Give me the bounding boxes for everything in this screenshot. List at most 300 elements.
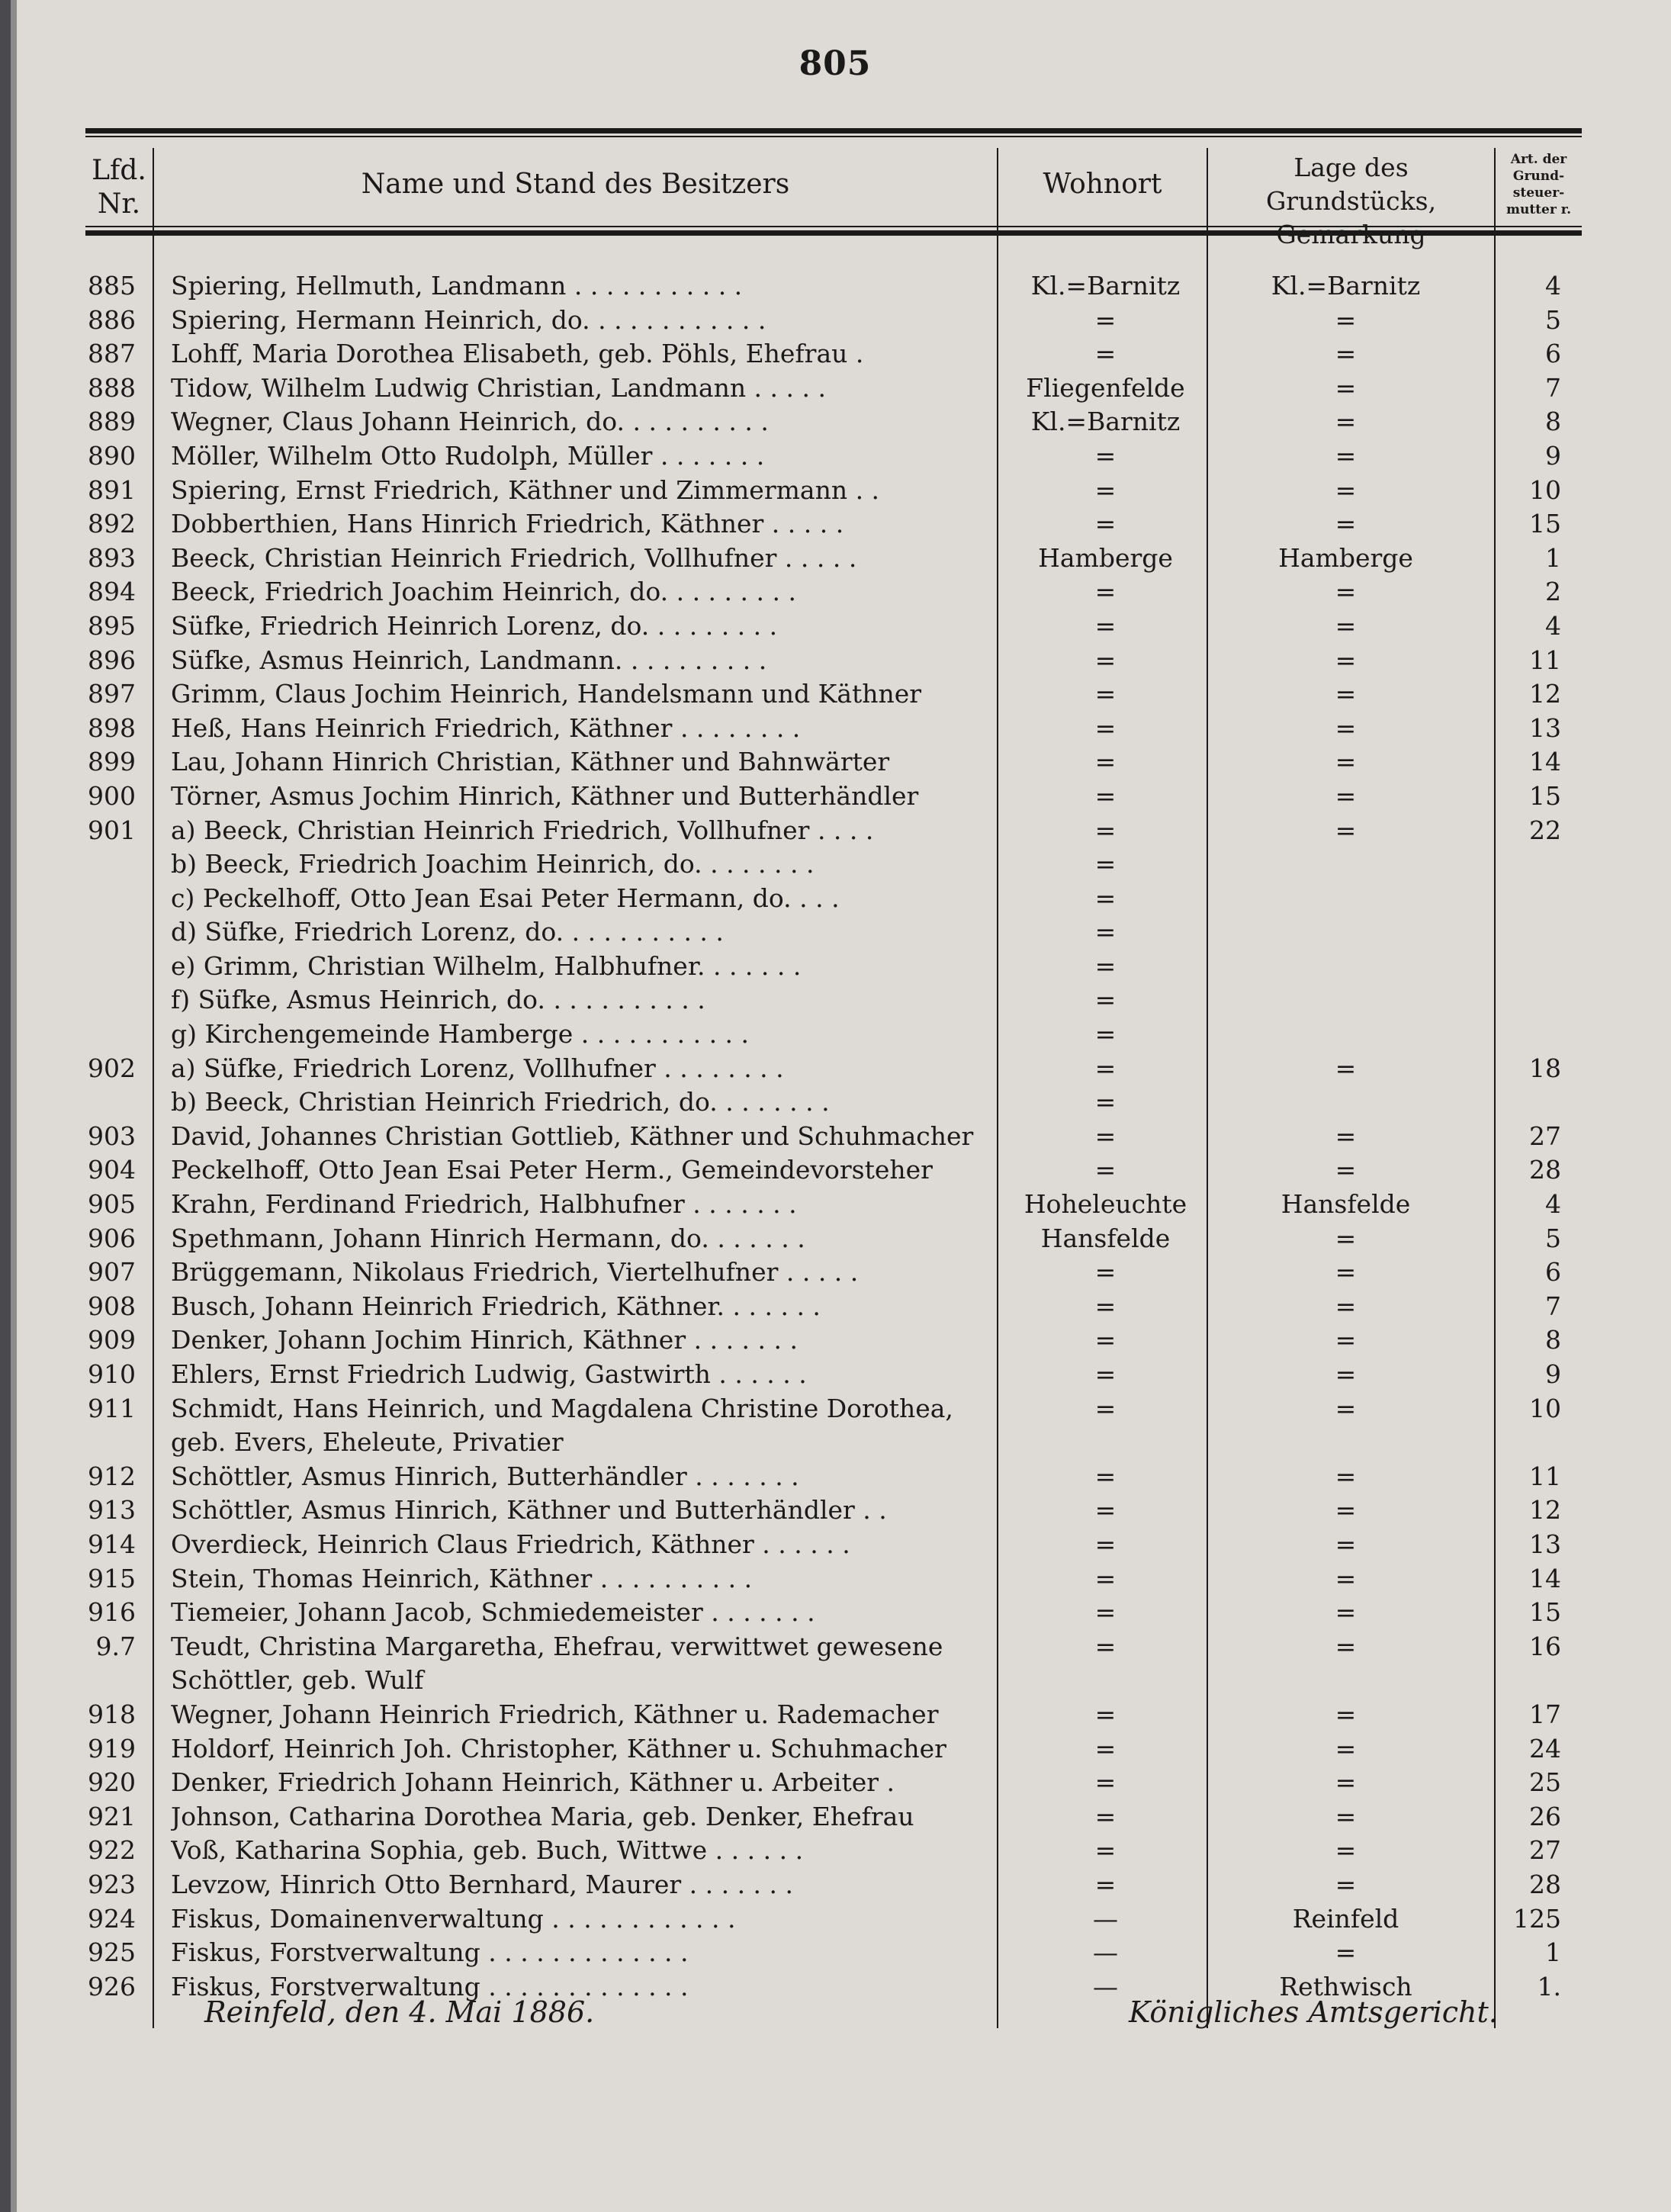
table-body	[85, 269, 1582, 2004]
owner-name: Lohff, Maria Dorothea Elisabeth, geb. Pöhls, Ehefrau .	[171, 339, 864, 369]
row-number	[85, 950, 136, 983]
owner-name: Fiskus, Forstverwaltung . . . . . . . . . . . . .	[171, 1971, 689, 2001]
footer-place-date: Reinfeld, den 4. Mai 1886.	[204, 1995, 595, 2029]
parcel-location: =	[1335, 339, 1357, 369]
residence: Hansfelde	[1040, 1223, 1171, 1253]
owner-name: Beeck, Christian Heinrich Friedrich, Vollhufner . . . . .	[171, 542, 857, 573]
residence: =	[1094, 1597, 1117, 1628]
parcel-location	[1210, 882, 1481, 915]
parcel-location: =	[1335, 1120, 1357, 1151]
parcel-location: =	[1335, 610, 1357, 641]
table-row	[85, 712, 1582, 746]
table-row	[85, 1834, 1582, 1868]
residence: Kl.=Barnitz	[1030, 271, 1181, 301]
tax-article: 8	[1545, 1325, 1561, 1355]
owner-name: Beeck, Friedrich Joachim Heinrich, do. . . . . . . . .	[171, 577, 796, 607]
residence: =	[1094, 679, 1117, 709]
owner-name: b) Beeck, Christian Heinrich Friedrich, do. . . . . . . .	[171, 1087, 830, 1117]
row-number: 891	[88, 474, 136, 505]
tax-article: 13	[1529, 712, 1561, 743]
residence: =	[1094, 1767, 1117, 1798]
tax-article	[1493, 1664, 1561, 1697]
table-row	[85, 1120, 1582, 1154]
row-number: 904	[88, 1155, 136, 1185]
owner-name: geb. Evers, Eheleute, Privatier	[171, 1427, 564, 1458]
parcel-location: =	[1335, 1393, 1357, 1423]
owner-name: f) Süfke, Asmus Heinrich, do. . . . . . . . . . .	[171, 985, 705, 1015]
table-row	[85, 1256, 1582, 1290]
table-row	[85, 847, 1582, 882]
row-number	[85, 1018, 136, 1051]
owner-name: Fiskus, Forstverwaltung . . . . . . . . . . . . .	[171, 1937, 689, 1968]
residence: =	[1094, 1631, 1117, 1661]
table-row	[85, 1630, 1582, 1664]
parcel-location: =	[1335, 1461, 1357, 1491]
parcel-location	[1210, 983, 1481, 1017]
owner-name: Lau, Johann Hinrich Christian, Käthner und Bahnwärter	[171, 747, 890, 777]
owner-name: Süfke, Friedrich Heinrich Lorenz, do. . . . . . . . .	[171, 610, 778, 641]
row-number: 892	[88, 509, 136, 539]
owner-name: Voß, Katharina Sophia, geb. Buch, Wittwe . . . . . .	[171, 1835, 804, 1866]
owner-name: Tidow, Wilhelm Ludwig Christian, Landmann . . . . .	[171, 372, 826, 403]
residence: =	[1094, 1869, 1117, 1899]
row-number: 911	[88, 1393, 136, 1423]
table-row	[85, 337, 1582, 371]
residence: =	[1094, 985, 1117, 1015]
row-number	[85, 983, 136, 1017]
table-row	[85, 644, 1582, 678]
parcel-location: =	[1335, 1937, 1357, 1968]
residence: =	[1094, 917, 1117, 947]
table-row	[85, 1153, 1582, 1188]
residence: =	[1094, 1019, 1117, 1050]
parcel-location: =	[1335, 1155, 1357, 1185]
table-row	[85, 1868, 1582, 1902]
owner-name: Denker, Friedrich Johann Heinrich, Käthner u. Arbeiter .	[171, 1767, 895, 1798]
owner-name: Dobberthien, Hans Hinrich Friedrich, Käthner . . . . .	[171, 509, 844, 539]
parcel-location: Rethwisch	[1279, 1971, 1412, 2001]
row-number: 885	[88, 271, 136, 301]
tax-article: 17	[1529, 1699, 1561, 1729]
table-row	[85, 882, 1582, 916]
tax-article	[1493, 950, 1561, 983]
parcel-location: =	[1335, 1291, 1357, 1321]
tax-article: 9	[1545, 1359, 1561, 1389]
table-row	[85, 950, 1582, 984]
tax-article: 5	[1545, 304, 1561, 335]
owner-name: Spiering, Hermann Heinrich, do. . . . . . . . . . . .	[171, 304, 766, 335]
row-number: 926	[88, 1971, 136, 2001]
parcel-location: Hamberge	[1278, 542, 1413, 573]
row-number: 915	[88, 1563, 136, 1593]
parcel-location: =	[1335, 1699, 1357, 1729]
table-top-rule	[85, 128, 1582, 133]
owner-name: Wegner, Johann Heinrich Friedrich, Käthner u. Rademacher	[171, 1699, 939, 1729]
owner-name: Denker, Johann Jochim Hinrich, Käthner . . . . . . .	[171, 1325, 798, 1355]
tax-article: 1	[1545, 1937, 1561, 1968]
parcel-location: =	[1335, 372, 1357, 403]
tax-article: 11	[1529, 1461, 1561, 1491]
tax-article: 125	[1513, 1903, 1561, 1934]
row-number: 894	[88, 577, 136, 607]
tax-article: 7	[1545, 1291, 1561, 1321]
residence: =	[1094, 883, 1117, 913]
tax-article: 11	[1529, 645, 1561, 675]
table-row	[85, 1800, 1582, 1834]
residence: =	[1094, 1155, 1117, 1185]
header-bottom-rule	[85, 230, 1582, 236]
tax-article	[1493, 915, 1561, 949]
row-number: 910	[88, 1359, 136, 1389]
parcel-location: =	[1335, 1053, 1357, 1083]
tax-article	[1493, 983, 1561, 1017]
parcel-location	[1210, 1018, 1481, 1051]
table-row	[85, 1460, 1582, 1494]
residence: =	[1094, 1699, 1117, 1729]
parcel-location: =	[1335, 645, 1357, 675]
owner-name: d) Süfke, Friedrich Lorenz, do. . . . . . . . . . .	[171, 917, 724, 947]
table-row	[85, 814, 1582, 848]
parcel-location	[1210, 1085, 1481, 1119]
row-number: 913	[88, 1495, 136, 1526]
tax-article: 4	[1545, 1189, 1561, 1220]
owner-name: Spethmann, Johann Hinrich Hermann, do. . . . . . .	[171, 1223, 805, 1253]
table-row	[85, 1664, 1582, 1698]
row-number: 890	[88, 440, 136, 471]
table-row	[85, 609, 1582, 644]
table-row	[85, 405, 1582, 439]
parcel-location: =	[1335, 747, 1357, 777]
parcel-location: =	[1335, 1801, 1357, 1831]
row-number: 907	[88, 1257, 136, 1288]
owner-name: Schöttler, Asmus Hinrich, Butterhändler . . . . . . .	[171, 1461, 799, 1491]
row-number: 897	[88, 679, 136, 709]
row-number: 902	[88, 1053, 136, 1083]
parcel-location: =	[1335, 1495, 1357, 1526]
tax-article: 1	[1545, 542, 1561, 573]
table-row	[85, 439, 1582, 474]
row-number: 900	[88, 780, 136, 811]
residence	[1001, 1426, 1210, 1459]
tax-article: 28	[1529, 1869, 1561, 1899]
owner-name: e) Grimm, Christian Wilhelm, Halbhufner. . . . . . .	[171, 950, 802, 981]
residence: =	[1094, 1291, 1117, 1321]
parcel-location: =	[1335, 304, 1357, 335]
parcel-location	[1210, 847, 1481, 881]
row-number: 886	[88, 304, 136, 335]
owner-name: Heß, Hans Heinrich Friedrich, Käthner . . . . . . . .	[171, 712, 801, 743]
owner-name: Teudt, Christina Margaretha, Ehefrau, verwittwet gewesene	[171, 1631, 943, 1661]
row-number: 887	[88, 339, 136, 369]
row-number: 914	[88, 1529, 136, 1559]
tax-article: 15	[1529, 780, 1561, 811]
parcel-location: =	[1335, 577, 1357, 607]
residence: =	[1094, 1801, 1117, 1831]
table-row	[85, 507, 1582, 542]
owner-name: Süfke, Asmus Heinrich, Landmann. . . . . . . . . .	[171, 645, 767, 675]
residence: =	[1094, 780, 1117, 811]
row-number: 908	[88, 1291, 136, 1321]
residence: =	[1094, 1393, 1117, 1423]
table-row	[85, 1188, 1582, 1222]
table-row	[85, 983, 1582, 1018]
residence	[1001, 1664, 1210, 1697]
table-row	[85, 1358, 1582, 1392]
tax-article: 8	[1545, 407, 1561, 437]
owner-name: Brüggemann, Nikolaus Friedrich, Viertelhufner . . . . .	[171, 1257, 859, 1288]
residence: =	[1094, 1120, 1117, 1151]
parcel-location: =	[1335, 1257, 1357, 1288]
residence: =	[1094, 1087, 1117, 1117]
parcel-location: =	[1335, 440, 1357, 471]
row-number	[85, 882, 136, 915]
tax-article: 6	[1545, 339, 1561, 369]
tax-article	[1493, 1426, 1561, 1459]
footer-authority: Königliches Amtsgericht.	[1129, 1995, 1498, 2029]
row-number: 893	[88, 542, 136, 573]
table-row	[85, 542, 1582, 576]
tax-article: 12	[1529, 679, 1561, 709]
table-row	[85, 304, 1582, 338]
binding-edge-shadow	[11, 0, 17, 2212]
parcel-location: =	[1335, 712, 1357, 743]
page-number: 805	[799, 44, 872, 83]
row-number: 889	[88, 407, 136, 437]
tax-article: 15	[1529, 1597, 1561, 1628]
residence: —	[1093, 1937, 1118, 1968]
parcel-location	[1210, 1426, 1481, 1459]
table-row	[85, 1085, 1582, 1120]
owner-name: a) Süfke, Friedrich Lorenz, Vollhufner . . . . . . . .	[171, 1053, 784, 1083]
owner-name: g) Kirchengemeinde Hamberge . . . . . . . . . . .	[171, 1019, 750, 1050]
parcel-location: =	[1335, 1631, 1357, 1661]
parcel-location	[1210, 950, 1481, 983]
owner-name: Overdieck, Heinrich Claus Friedrich, Käthner . . . . . .	[171, 1529, 850, 1559]
residence: =	[1094, 474, 1117, 505]
tax-article: 27	[1529, 1835, 1561, 1866]
owner-name: Möller, Wilhelm Otto Rudolph, Müller . . . . . . .	[171, 440, 765, 471]
parcel-location: =	[1335, 1733, 1357, 1763]
table-top-rule-thin	[85, 136, 1582, 137]
table-row	[85, 677, 1582, 712]
table-row	[85, 1596, 1582, 1630]
owner-name: Johnson, Catharina Dorothea Maria, geb. Denker, Ehefrau	[171, 1801, 914, 1831]
residence: =	[1094, 339, 1117, 369]
row-number: 899	[88, 747, 136, 777]
owner-name: Holdorf, Heinrich Joh. Christopher, Käthner u. Schuhmacher	[171, 1733, 946, 1763]
row-number: 901	[88, 815, 136, 845]
tax-article: 6	[1545, 1257, 1561, 1288]
parcel-location: =	[1335, 1563, 1357, 1593]
owner-name: c) Peckelhoff, Otto Jean Esai Peter Hermann, do. . . .	[171, 883, 840, 913]
table-row	[85, 1902, 1582, 1937]
row-number: 912	[88, 1461, 136, 1491]
parcel-location: =	[1335, 509, 1357, 539]
residence: =	[1094, 1461, 1117, 1491]
owner-name: Grimm, Claus Jochim Heinrich, Handelsmann und Käthner	[171, 679, 922, 709]
residence: =	[1094, 1733, 1117, 1763]
tax-article: 4	[1545, 610, 1561, 641]
tax-article: 7	[1545, 372, 1561, 403]
residence: =	[1094, 1563, 1117, 1593]
residence: =	[1094, 950, 1117, 981]
table-row	[85, 1766, 1582, 1800]
parcel-location: =	[1335, 1767, 1357, 1798]
parcel-location	[1210, 915, 1481, 949]
table-row	[85, 915, 1582, 950]
parcel-location	[1210, 1664, 1481, 1697]
residence: =	[1094, 645, 1117, 675]
row-number: 919	[88, 1733, 136, 1763]
residence: =	[1094, 1835, 1117, 1866]
header-bottom-rule-thin	[85, 226, 1582, 227]
owner-name: Fiskus, Domainenverwaltung . . . . . . . . . . . .	[171, 1903, 736, 1934]
owner-name: a) Beeck, Christian Heinrich Friedrich, Vollhufner . . . .	[171, 815, 874, 845]
table-row	[85, 1493, 1582, 1528]
tax-article	[1493, 1018, 1561, 1051]
table-row	[85, 780, 1582, 814]
header-wohnort: Wohnort	[1043, 169, 1162, 200]
residence: Kl.=Barnitz	[1030, 407, 1181, 437]
row-number: 918	[88, 1699, 136, 1729]
tax-article: 10	[1529, 1393, 1561, 1423]
row-number: 9.7	[95, 1631, 136, 1661]
tax-article: 12	[1529, 1495, 1561, 1526]
row-number: 888	[88, 372, 136, 403]
tax-article: 5	[1545, 1223, 1561, 1253]
owner-name: Tiemeier, Johann Jacob, Schmiedemeister . . . . . . .	[171, 1597, 815, 1628]
parcel-location: =	[1335, 1325, 1357, 1355]
row-number: 925	[88, 1937, 136, 1968]
parcel-location: =	[1335, 1597, 1357, 1628]
tax-article	[1493, 882, 1561, 915]
tax-article	[1493, 1085, 1561, 1119]
table-row	[85, 1528, 1582, 1562]
residence: Hamberge	[1038, 542, 1173, 573]
owner-name: Spiering, Hellmuth, Landmann . . . . . . . . . . .	[171, 271, 743, 301]
residence: =	[1094, 1325, 1117, 1355]
row-number: 916	[88, 1597, 136, 1628]
table-row	[85, 1936, 1582, 1970]
row-number: 898	[88, 712, 136, 743]
table-row	[85, 745, 1582, 780]
row-number	[85, 1426, 136, 1459]
row-number: 903	[88, 1120, 136, 1151]
tax-article: 1.	[1537, 1971, 1561, 2001]
table-row	[85, 1222, 1582, 1256]
row-number	[85, 915, 136, 949]
table-row	[85, 575, 1582, 609]
parcel-location: =	[1335, 1869, 1357, 1899]
table-row	[85, 1018, 1582, 1052]
owner-name: Schöttler, geb. Wulf	[171, 1665, 424, 1696]
row-number	[85, 847, 136, 881]
table-row	[85, 1323, 1582, 1358]
tax-article: 18	[1529, 1053, 1561, 1083]
binding-edge	[0, 0, 11, 2212]
residence: =	[1094, 577, 1117, 607]
parcel-location: =	[1335, 407, 1357, 437]
parcel-location: =	[1335, 679, 1357, 709]
parcel-location: =	[1335, 815, 1357, 845]
owner-name: Schmidt, Hans Heinrich, und Magdalena Christine Dorothea,	[171, 1393, 953, 1423]
owner-name: b) Beeck, Friedrich Joachim Heinrich, do. . . . . . . .	[171, 849, 815, 879]
residence: =	[1094, 1529, 1117, 1559]
row-number: 896	[88, 645, 136, 675]
row-number: 922	[88, 1835, 136, 1866]
tax-article: 22	[1529, 815, 1561, 845]
table-row	[85, 1052, 1582, 1086]
owner-name: Ehlers, Ernst Friedrich Ludwig, Gastwirth . . . . . .	[171, 1359, 807, 1389]
tax-article: 9	[1545, 440, 1561, 471]
parcel-location: Hansfelde	[1281, 1189, 1411, 1220]
owner-name: David, Johannes Christian Gottlieb, Käthner und Schuhmacher	[171, 1120, 974, 1151]
parcel-location: =	[1335, 1223, 1357, 1253]
residence: =	[1094, 304, 1117, 335]
tax-article: 15	[1529, 509, 1561, 539]
residence: —	[1093, 1971, 1118, 2001]
parcel-location: Kl.=Barnitz	[1271, 271, 1421, 301]
row-number: 923	[88, 1869, 136, 1899]
residence: =	[1094, 1495, 1117, 1526]
owner-name: Törner, Asmus Jochim Hinrich, Käthner und Butterhändler	[171, 780, 919, 811]
table-row	[85, 371, 1582, 406]
tax-article: 26	[1529, 1801, 1561, 1831]
parcel-location: Reinfeld	[1292, 1903, 1399, 1934]
row-number: 920	[88, 1767, 136, 1798]
residence: =	[1094, 849, 1117, 879]
parcel-location: =	[1335, 1359, 1357, 1389]
residence: =	[1094, 509, 1117, 539]
row-number: 905	[88, 1189, 136, 1220]
table-row	[85, 474, 1582, 508]
row-number: 909	[88, 1325, 136, 1355]
table-row	[85, 1392, 1582, 1426]
table-row	[85, 1698, 1582, 1732]
tax-article	[1493, 847, 1561, 881]
table-row	[85, 1290, 1582, 1324]
tax-article: 27	[1529, 1120, 1561, 1151]
owner-name: Spiering, Ernst Friedrich, Käthner und Zimmermann . .	[171, 474, 880, 505]
owner-name: Levzow, Hinrich Otto Bernhard, Maurer . . . . . . .	[171, 1869, 793, 1899]
tax-article: 2	[1545, 577, 1561, 607]
tax-article: 25	[1529, 1767, 1561, 1798]
row-number: 921	[88, 1801, 136, 1831]
owner-name: Schöttler, Asmus Hinrich, Käthner und Butterhändler . .	[171, 1495, 887, 1526]
residence: —	[1093, 1903, 1118, 1934]
owner-name: Busch, Johann Heinrich Friedrich, Käthner. . . . . . .	[171, 1291, 821, 1321]
row-number	[85, 1664, 136, 1697]
owner-name: Peckelhoff, Otto Jean Esai Peter Herm., Gemeindevorsteher	[171, 1155, 933, 1185]
parcel-location: =	[1335, 1529, 1357, 1559]
tax-article: 10	[1529, 474, 1561, 505]
tax-article: 13	[1529, 1529, 1561, 1559]
residence: =	[1094, 610, 1117, 641]
owner-name: Krahn, Ferdinand Friedrich, Halbhufner . . . . . . .	[171, 1189, 797, 1220]
table-row	[85, 1562, 1582, 1596]
table-row	[85, 1732, 1582, 1767]
residence: =	[1094, 1359, 1117, 1389]
row-number	[85, 1085, 136, 1119]
tax-article: 16	[1529, 1631, 1561, 1661]
residence: =	[1094, 815, 1117, 845]
residence: =	[1094, 712, 1117, 743]
owner-name: Stein, Thomas Heinrich, Käthner . . . . . . . . . .	[171, 1563, 753, 1593]
owner-name: Wegner, Claus Johann Heinrich, do. . . . . . . . . .	[171, 407, 769, 437]
header-art: Art. der Grund- steuer- mutter r.	[1506, 152, 1572, 217]
parcel-location: =	[1335, 1835, 1357, 1866]
row-number: 924	[88, 1903, 136, 1934]
